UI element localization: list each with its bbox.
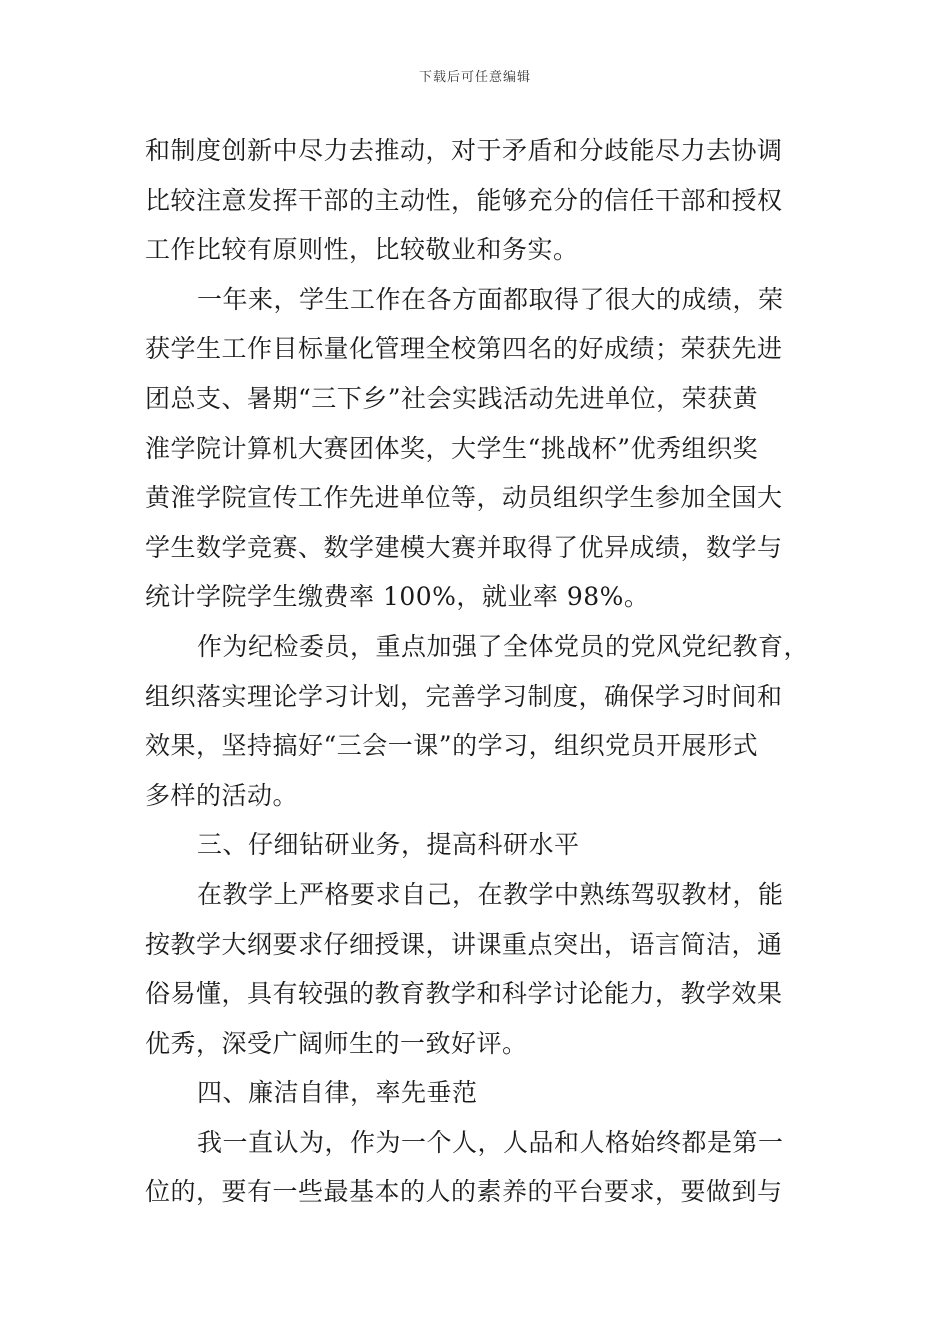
text-line: 俗易懂，具有较强的教育教学和科学讨论能力，教学效果 xyxy=(145,979,783,1009)
text-line: 效果，坚持搞好“三会一课”的学习，组织党员开展形式 xyxy=(145,731,759,761)
paragraph xyxy=(145,1118,835,1217)
text-line: 我一直认为，作为一个人，人品和人格始终都是第一 xyxy=(197,1127,784,1157)
text-line: 一年来，学生工作在各方面都取得了很大的成绩，荣 xyxy=(197,284,784,314)
text-line: 三、仔细钻研业务，提高科研水平 xyxy=(197,830,580,860)
page-header: 下载后可任意编辑 xyxy=(418,70,531,85)
text-line: 团总支、暑期“三下乡”社会实践活动先进单位，荣获黄 xyxy=(145,383,759,413)
text-line: 位的，要有一些最基本的人的素养的平台要求，要做到与 xyxy=(145,1177,783,1207)
document-body xyxy=(145,126,835,1217)
section-heading xyxy=(145,820,835,870)
text-line: 统计学院学生缴费率 100%，就业率 98%。 xyxy=(145,582,650,612)
text-line: 优秀，深受广阔师生的一致好评。 xyxy=(145,1028,528,1058)
text-line: 多样的活动。 xyxy=(145,780,299,810)
text-line: 在教学上严格要求自己，在教学中熟练驾驭教材，能 xyxy=(197,879,784,909)
paragraph xyxy=(145,622,835,820)
text-line: 作为纪检委员，重点加强了全体党员的党风党纪教育， xyxy=(197,631,810,661)
text-line: 学生数学竞赛、数学建模大赛并取得了优异成绩，数学与 xyxy=(145,532,783,562)
paragraph xyxy=(145,870,835,1068)
paragraph xyxy=(145,275,835,622)
text-line: 淮学院计算机大赛团体奖，大学生“挑战杯”优秀组织奖 xyxy=(145,433,759,463)
text-line: 黄淮学院宣传工作先进单位等，动员组织学生参加全国大 xyxy=(145,483,783,513)
section-heading xyxy=(145,1068,835,1118)
text-line: 和制度创新中尽力去推动，对于矛盾和分歧能尽力去协调 xyxy=(145,136,783,165)
text-line: 获学生工作目标量化管理全校第四名的好成绩；荣获先进 xyxy=(145,334,783,364)
text-line: 四、廉洁自律，率先垂范 xyxy=(197,1078,478,1108)
text-line: 比较注意发挥干部的主动性，能够充分的信任干部和授权 xyxy=(145,185,783,215)
text-line: 组织落实理论学习计划，完善学习制度，确保学习时间和 xyxy=(145,681,783,711)
text-line: 工作比较有原则性，比较敬业和务实。 xyxy=(145,235,579,265)
paragraph xyxy=(145,126,835,275)
text-line: 按教学大纲要求仔细授课，讲课重点突出，语言简洁，通 xyxy=(145,929,783,959)
